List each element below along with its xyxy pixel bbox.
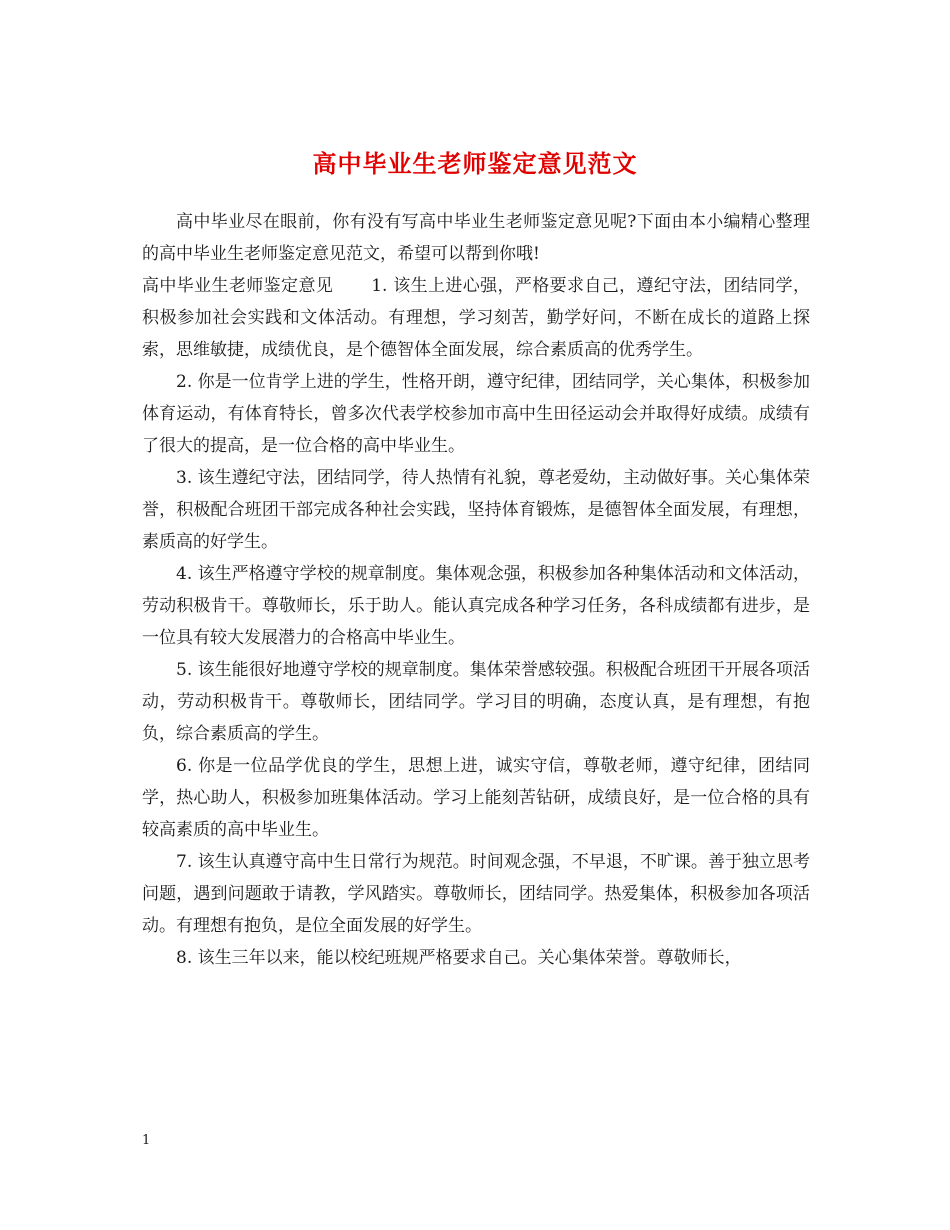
section-heading: 高中毕业生老师鉴定意见	[142, 276, 334, 296]
page-number: 1	[142, 1133, 151, 1148]
intro-paragraph: 高中毕业尽在眼前，你有没有写高中毕业生老师鉴定意见呢?下面由本小编精心整理的高中毕业生老师鉴定意见范文，希望可以帮到你哦!	[142, 212, 810, 264]
item-6-paragraph: 6. 你是一位品学优良的学生，思想上进，诚实守信，尊敬老师，遵守纪律，团结同学，热心助人，积极参加班集体活动。学习上能刻苦钻研，成绩良好，是一位合格的具有较高素质的高中毕业生。	[142, 756, 810, 840]
item-2-paragraph: 2. 你是一位肯学上进的学生，性格开朗，遵守纪律，团结同学，关心集体，积极参加体育运动，有体育特长，曾多次代表学校参加市高中生田径运动会并取得好成绩。成绩有了很大的提高，是一位合格的高中毕业生。	[142, 372, 810, 456]
item-5-paragraph: 5. 该生能很好地遵守学校的规章制度。集体荣誉感较强。积极配合班团干开展各项活动，劳动积极肯干。尊敬师长，团结同学。学习目的明确，态度认真，是有理想，有抱负，综合素质高的学生。	[142, 660, 810, 744]
item-3-paragraph: 3. 该生遵纪守法，团结同学，待人热情有礼貌，尊老爱幼，主动做好事。关心集体荣誉，积极配合班团干部完成各种社会实践，坚持体育锻炼，是德智体全面发展，有理想，素质高的好学生。	[142, 468, 810, 552]
item-4-paragraph: 4. 该生严格遵守学校的规章制度。集体观念强，积极参加各种集体活动和文体活动，劳动积极肯干。尊敬师长，乐于助人。能认真完成各种学习任务，各科成绩都有进步，是一位具有较大发展潜力的合格高中毕业生。	[142, 564, 810, 648]
item-1-text: 1. 该生上进心强，严格要求自己，遵纪守法，团结同学，积极参加社会实践和文体活动。有理想，学习刻苦，勤学好问，不断在成长的道路上探索，思维敏捷，成绩优良，是个德智体全面发展，综合素质高的优秀学生。	[142, 276, 810, 360]
item-8-paragraph: 8. 该生三年以来，能以校纪班规严格要求自己。关心集体荣誉。尊敬师长，	[176, 948, 742, 968]
document-body	[142, 206, 810, 974]
document-title: 高中毕业生老师鉴定意见范文	[312, 149, 638, 179]
first-item-paragraph	[142, 270, 810, 366]
item-7-paragraph: 7. 该生认真遵守高中生日常行为规范。时间观念强，不早退，不旷课。善于独立思考问题，遇到问题敢于请教，学风踏实。尊敬师长，团结同学。热爱集体，积极参加各项活动。有理想有抱负，是位全面发展的好学生。	[142, 852, 810, 936]
